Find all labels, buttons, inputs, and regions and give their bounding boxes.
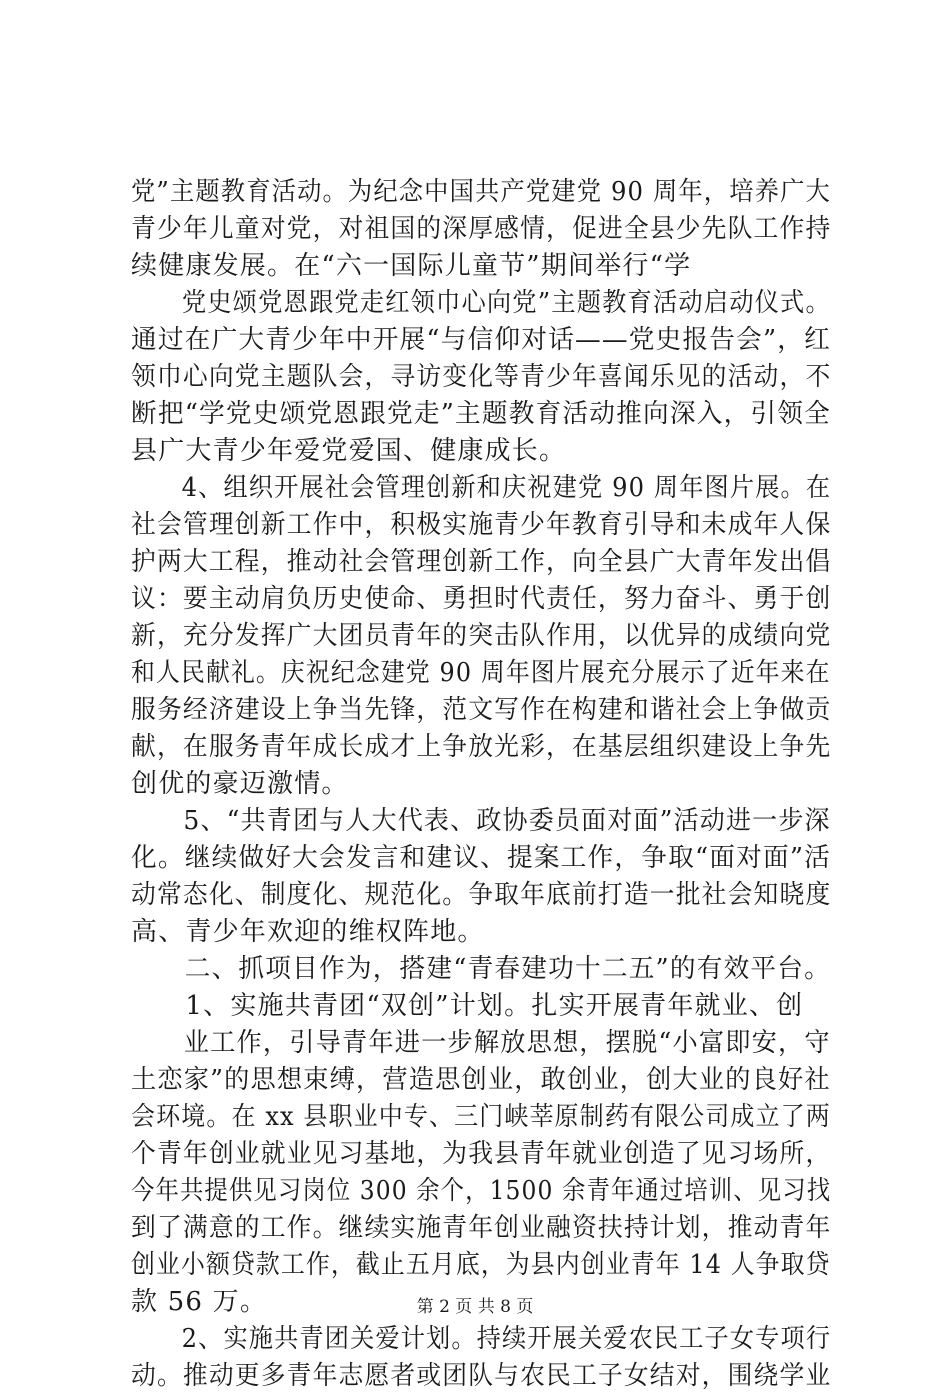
text-line: 创业小额贷款工作，截止五月底，为县内创业青年 14 人争取贷 bbox=[131, 1250, 831, 1280]
text-line: 4、组织开展社会管理创新和庆祝建党 90 周年图片展。在 bbox=[131, 473, 832, 503]
text-line: 土恋家”的思想束缚，营造思创业，敢创业，创大业的良好社 bbox=[131, 1065, 831, 1095]
text-line: 高、青少年欢迎的维权阵地。 bbox=[131, 917, 485, 947]
text-line: 断把“学党史颂党恩跟党走”主题教育活动推向深入，引领全 bbox=[131, 399, 831, 429]
text-line: 党史颂党恩跟党走红领巾心向党”主题教育活动启动仪式。 bbox=[131, 288, 831, 318]
text-line: 领巾心向党主题队会，寻访变化等青少年喜闻乐见的活动，不 bbox=[131, 362, 832, 392]
text-line: 护两大工程，推动社会管理创新工作，向全县广大青年发出倡 bbox=[131, 547, 832, 577]
text-line: 通过在广大青少年中开展“与信仰对话——党史报告会”，红 bbox=[131, 325, 831, 355]
text-line: 款 56 万。 bbox=[131, 1287, 268, 1317]
text-line: 服务经济建设上争当先锋，范文写作在构建和谐社会上争做贡 bbox=[131, 695, 832, 725]
text-line: 议：要主动肩负历史使命、勇担时代责任，努力奋斗、勇于创 bbox=[131, 584, 832, 614]
text-line: 个青年创业就业见习基地，为我县青年就业创造了见习场所， bbox=[131, 1139, 832, 1169]
text-line: 1、实施共青团“双创”计划。扎实开展青年就业、创 bbox=[131, 991, 804, 1021]
text-line: 创优的豪迈激情。 bbox=[131, 769, 349, 799]
text-line: 二、抓项目作为，搭建“青春建功十二五”的有效平台。 bbox=[131, 954, 831, 984]
text-line: 续健康发展。在“六一国际儿童节”期间举行“学 bbox=[131, 251, 692, 281]
text-line: 2、实施共青团关爱计划。持续开展关爱农民工子女专项行 bbox=[131, 1324, 832, 1354]
text-line: 党”主题教育活动。为纪念中国共产党建党 90 周年，培养广大 bbox=[131, 177, 831, 207]
text-line: 5、“共青团与人大代表、政协委员面对面”活动进一步深 bbox=[131, 806, 831, 836]
text-line: 县广大青少年爱党爱国、健康成长。 bbox=[131, 436, 567, 466]
page-footer: 第 2 页 共 8 页 bbox=[416, 1297, 534, 1317]
text-line: 新，充分发挥广大团员青年的突击队作用，以优异的成绩向党 bbox=[131, 621, 832, 651]
text-line: 到了满意的工作。继续实施青年创业融资扶持计划，推动青年 bbox=[131, 1213, 832, 1243]
text-line: 今年共提供见习岗位 300 余个，1500 余青年通过培训、见习找 bbox=[131, 1176, 832, 1206]
text-line: 青少年儿童对党，对祖国的深厚感情，促进全县少先队工作持 bbox=[131, 214, 832, 244]
document-body bbox=[131, 174, 831, 1395]
text-line: 和人民献礼。庆祝纪念建党 90 周年图片展充分展示了近年来在 bbox=[131, 658, 831, 688]
text-line: 献，在服务青年成长成才上争放光彩，在基层组织建设上争先 bbox=[131, 732, 832, 762]
text-line: 动常态化、制度化、规范化。争取年底前打造一批社会知晓度 bbox=[131, 880, 832, 910]
text-line: 化。继续做好大会发言和建议、提案工作，争取“面对面”活 bbox=[131, 843, 831, 873]
text-line: 会环境。在 xx 县职业中专、三门峡莘原制药有限公司成立了两 bbox=[131, 1102, 831, 1132]
text-line: 社会管理创新工作中，积极实施青少年教育引导和未成年人保 bbox=[131, 510, 832, 540]
text-line: 动。推动更多青年志愿者或团队与农民工子女结对，围绕学业 bbox=[131, 1361, 832, 1391]
text-line: 业工作，引导青年进一步解放思想，摆脱“小富即安，守 bbox=[131, 1028, 831, 1058]
